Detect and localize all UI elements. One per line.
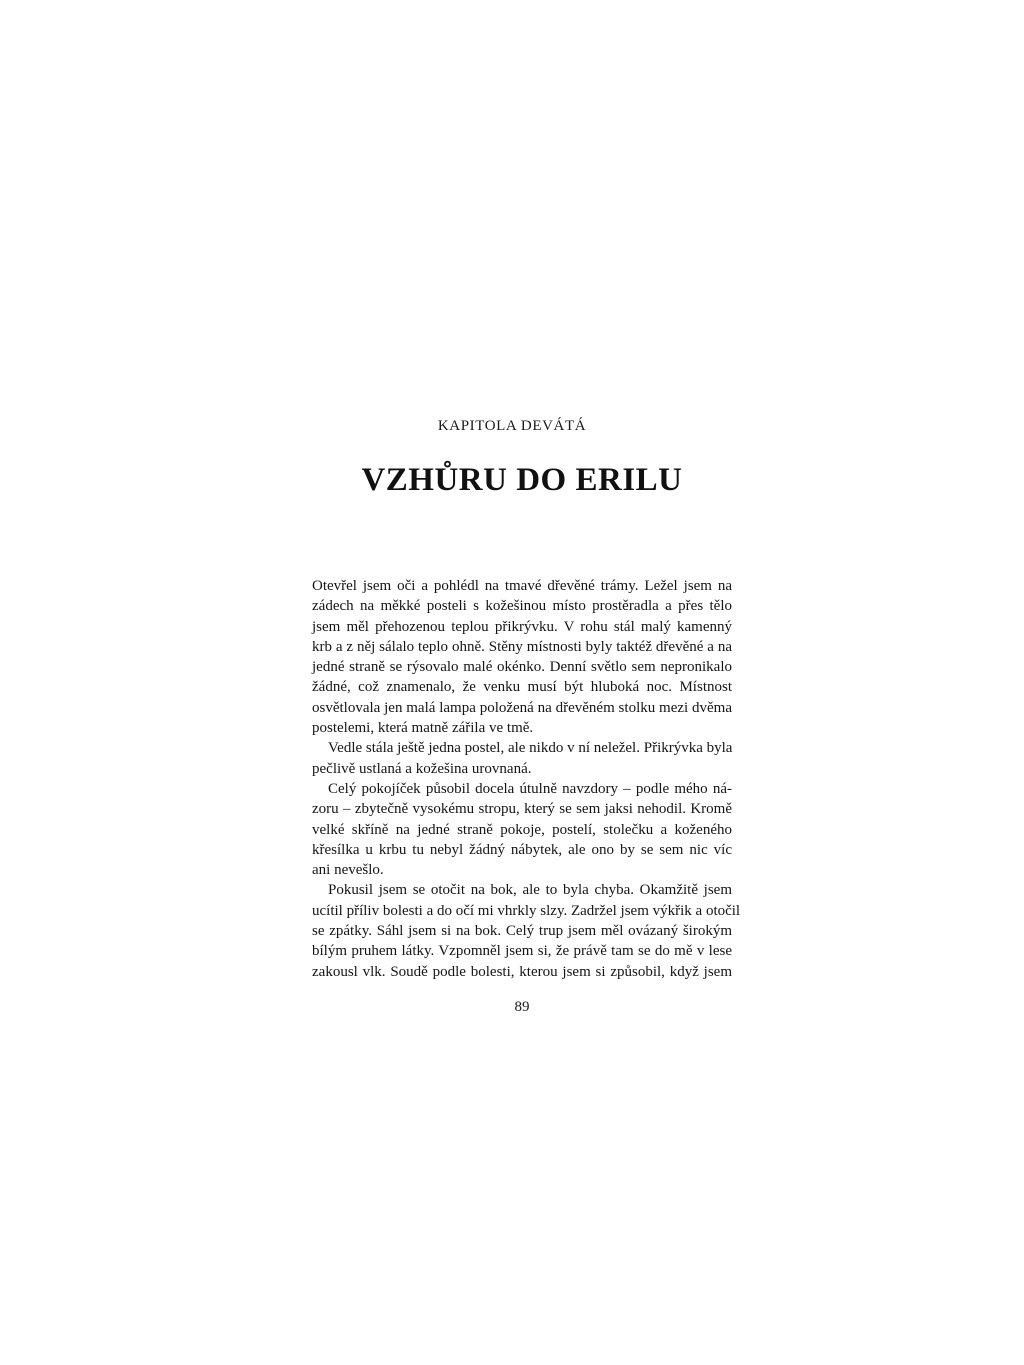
text-line: jsem měl přehozenou teplou přikrývku. V rohu stál malý kamenný (312, 618, 732, 635)
text-line: křesílka u krbu tu nebyl žádný nábytek, ale ono by se sem nic víc (312, 841, 732, 858)
text-line: žádné, což znamenalo, že venku musí být hluboká noc. Místnost (312, 679, 732, 696)
text-line: postelemi, která matně zářila ve tmě. (312, 720, 534, 737)
text-line: Vedle stála ještě jedna postel, ale nikdo v ní neležel. Přikrývka byla (328, 740, 733, 757)
text-line: Celý pokojíček působil docela útulně navzdory – podle mého ná- (328, 780, 732, 797)
text-line: krb a z něj sálalo teplo ohně. Stěny místnosti byly taktéž dřevěné a na (312, 638, 732, 655)
text-line: pečlivě ustlaná a kožešina urovnaná. (312, 760, 532, 777)
chapter-title: VZHŮRU DO ERILU (361, 462, 683, 498)
text-line: zoru – zbytečně vysokému stropu, který se sem jaksi nehodil. Kromě (312, 801, 732, 818)
text-line: Pokusil jsem se otočit na bok, ale to byla chyba. Okamžitě jsem (328, 882, 732, 899)
chapter-label: KAPITOLA DEVÁTÁ (437, 418, 587, 434)
text-line: velké skříně na jedné straně pokoje, postelí, stolečku a koženého (312, 821, 732, 838)
text-line: bílým pruhem látky. Vzpomněl jsem si, že právě tam se do mě v lese (312, 943, 732, 960)
text-line: zakousl vlk. Soudě podle bolesti, kterou jsem si způsobil, když jsem (312, 963, 732, 980)
text-line: ani nevešlo. (312, 862, 384, 879)
text-line: Otevřel jsem oči a pohlédl na tmavé dřevěné trámy. Ležel jsem na (312, 578, 732, 594)
text-line: ucítil příliv bolesti a do očí mi vhrkly slzy. Zadržel jsem výkřik a otočil (312, 902, 741, 919)
text-line: jedné straně se rýsovalo malé okénko. Denní světlo sem nepronikalo (312, 659, 732, 676)
text-line: se zpátky. Sáhl jsem si na bok. Celý trup jsem měl ovázaný širokým (312, 923, 732, 940)
page-number: 89 (514, 999, 530, 1015)
chapter-body (312, 576, 741, 982)
text-line: osvětlovala jen malá lampa položená na dřevěném stolku mezi dvěma (312, 699, 732, 716)
text-line: zádech na měkké posteli s kožešinou místo prostěradla a přes tělo (312, 598, 732, 615)
